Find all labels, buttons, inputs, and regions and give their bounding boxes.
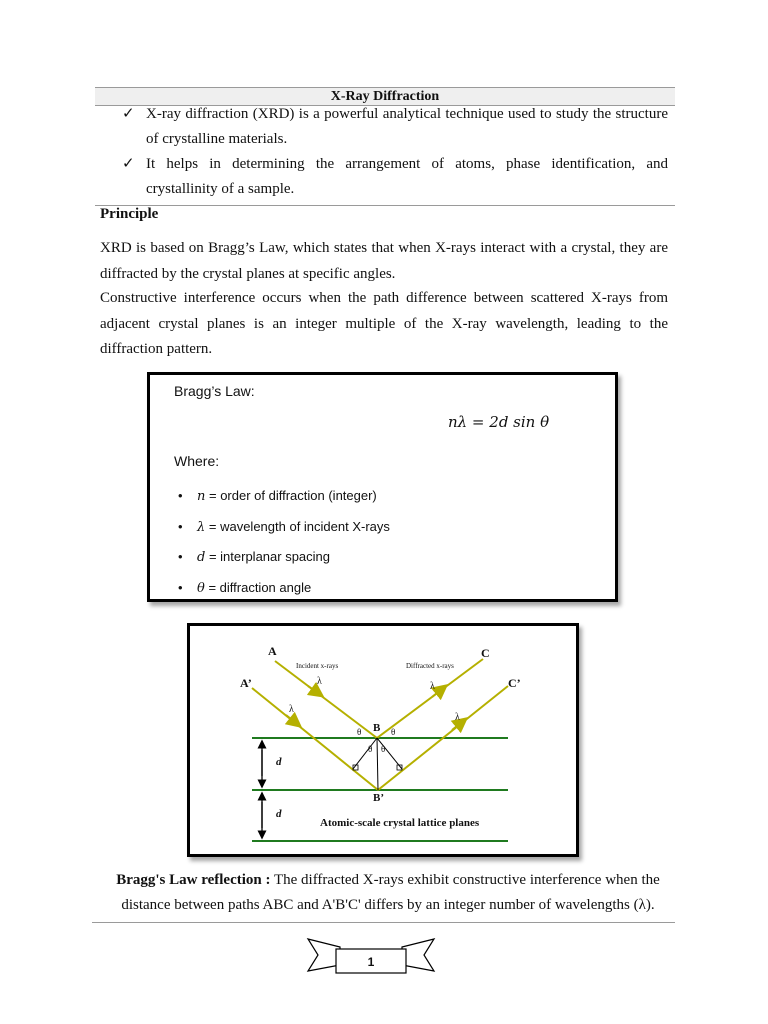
reflection-text: The diffracted X-rays exhibit constructive interference when the distance between paths ABC and A'B'C' differs by an integer number of wavelengths (λ). [121, 872, 660, 913]
incident-ray [275, 661, 377, 738]
point-label-b-prime: B’ [373, 792, 384, 804]
point-label-a-prime: A’ [240, 676, 252, 690]
variable-desc: = interplanar spacing [208, 549, 331, 564]
diffraction-diagram [187, 623, 579, 857]
point-label-c-prime: C’ [508, 676, 521, 690]
theta-label: θ [381, 744, 386, 754]
reflection-paragraph [102, 868, 674, 918]
variable-symbol: d [197, 550, 206, 565]
check-icon: ✓ [122, 106, 135, 122]
list-item: • λ = wavelength of incident X-rays [178, 518, 390, 535]
ray-arrow [286, 715, 296, 723]
theta-label: θ [357, 727, 362, 737]
bragg-equation: nλ = 2d sin θ [448, 413, 550, 431]
theta-label: θ [391, 727, 396, 737]
list-item: • d = interplanar spacing [178, 549, 331, 565]
point-label-c: C [481, 646, 490, 660]
normal-line [377, 738, 378, 790]
reflection-label: Bragg's Law reflection : [116, 872, 271, 888]
divider [95, 205, 675, 206]
perpendicular-line [353, 738, 377, 769]
variable-desc: = diffraction angle [208, 579, 312, 595]
ray-arrow [452, 722, 462, 730]
spacing-label: d [276, 808, 282, 820]
variable-symbol: λ [197, 519, 206, 535]
variable-symbol: θ [197, 580, 205, 596]
lambda-label: λ [289, 704, 294, 715]
bullet-item [122, 152, 668, 202]
incident-label: Incident x-rays [296, 662, 339, 670]
footer-divider [92, 922, 675, 923]
paragraph: Constructive interference occurs when the path difference between scattered X-rays from adjacent crystal planes is an integer multiple of the X-ray wavelength, leading to the diffraction pattern. [100, 290, 668, 357]
spacing-label: d [276, 756, 282, 768]
list-item: • n = order of diffraction (integer) [178, 488, 377, 504]
point-label-a: A [268, 644, 277, 658]
point-label-b: B [373, 722, 381, 734]
paragraph: XRD is based on Bragg’s Law, which states that when X-rays interact with a crystal, they are diffracted by the crystal planes at specific angles. [100, 240, 668, 282]
bullet-text: X-ray diffraction (XRD) is a powerful analytical technique used to study the structure of crystalline materials. [146, 106, 668, 147]
check-icon: ✓ [122, 156, 135, 172]
variable-desc: = order of diffraction (integer) [209, 488, 377, 503]
lattice-caption: Atomic-scale crystal lattice planes [320, 817, 480, 829]
variable-list [178, 481, 390, 603]
diffracted-label: Diffracted x-rays [406, 662, 454, 670]
page-number: 1 [367, 955, 375, 969]
list-item: • θ = diffraction angle [178, 579, 312, 596]
page-title: X-Ray Diffraction [95, 87, 675, 106]
lambda-label: λ [455, 712, 460, 723]
ribbon-right [402, 939, 434, 971]
principle-heading: Principle [100, 206, 159, 222]
box-heading: Bragg’s Law: [174, 383, 255, 399]
lambda-label: λ [430, 681, 435, 692]
theta-label: θ [368, 744, 373, 754]
bullet-text: It helps in determining the arrangement of atoms, phase identification, and crystallinity of a sample. [146, 156, 668, 197]
bullet-item [122, 102, 668, 152]
ray-arrow [308, 686, 318, 693]
where-label: Where: [174, 453, 220, 469]
variable-desc: = wavelength of incident X-rays [208, 518, 390, 534]
lambda-label: λ [317, 676, 322, 687]
variable-symbol: n [197, 489, 206, 504]
braggs-law-box [147, 372, 618, 602]
